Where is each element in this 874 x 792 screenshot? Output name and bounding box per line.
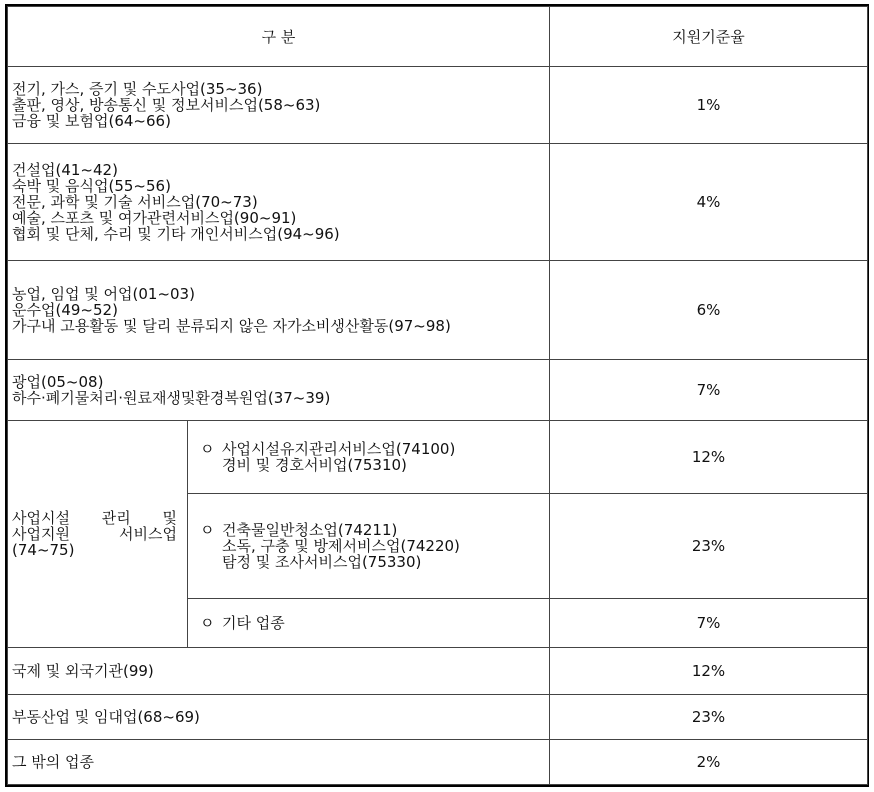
category-line: 금융 및 보험업(64~66): [12, 112, 171, 130]
subcategory-cell: [188, 494, 550, 599]
category-line: 전문, 과학 및 기술 서비스업(70~73): [12, 193, 258, 211]
category-line: 가구내 고용활동 및 달리 분류되지 않은 자가소비생산활동(97~98): [12, 317, 451, 335]
category-cell: [8, 144, 550, 261]
category-line: 농업, 임업 및 어업(01~03): [12, 285, 195, 303]
table-row: [8, 740, 868, 785]
table-row: [8, 67, 868, 144]
rate-cell: 7%: [550, 360, 868, 421]
table-row: [8, 261, 868, 360]
subcategory-line: 탐정 및 조사서비스업(75330): [222, 553, 422, 571]
table-row: [8, 421, 868, 494]
category-cell: [8, 67, 550, 144]
table-row: [8, 648, 868, 695]
category-line: 광업(05~08): [12, 373, 104, 391]
rate-cell: 4%: [550, 144, 868, 261]
subcategory-cell: [188, 421, 550, 494]
bullet-icon: ㅇ: [200, 440, 215, 458]
header-category: 구 분: [8, 7, 550, 67]
category-line: 숙박 및 음식업(55~56): [12, 177, 171, 195]
subcategory-line: 사업시설유지관리서비스업(74100): [222, 440, 456, 458]
group-label-word: 서비스업: [119, 525, 177, 543]
rate-cell: 6%: [550, 261, 868, 360]
group-label-line: [12, 510, 177, 526]
subcategory-text: [222, 522, 460, 570]
category-line: 하수·폐기물처리·원료재생및환경복원업(37~39): [12, 389, 331, 407]
category-cell: [8, 360, 550, 421]
group-label-line: (74~75): [12, 541, 75, 559]
group-label-word: 및: [162, 509, 177, 527]
category-cell: 부동산업 및 임대업(68~69): [8, 695, 550, 740]
bullet-icon: ㅇ: [200, 614, 215, 632]
subcategory-cell: [188, 599, 550, 648]
table-row: [8, 360, 868, 421]
category-line: 예술, 스포츠 및 여가관련서비스업(90~91): [12, 209, 297, 227]
rate-cell: 2%: [550, 740, 868, 785]
subcategory-line: 건축물일반청소업(74211): [222, 521, 398, 539]
category-cell: [8, 261, 550, 360]
group-label-word: 사업시설: [12, 509, 70, 527]
category-line: 운수업(49~52): [12, 301, 118, 319]
header-rate: 지원기준율: [550, 7, 868, 67]
group-label-word: 사업지원: [12, 525, 70, 543]
category-line: 출판, 영상, 방송통신 및 정보서비스업(58~63): [12, 96, 321, 114]
table-row: [8, 144, 868, 261]
support-rate-table: [7, 6, 868, 785]
rate-cell: 1%: [550, 67, 868, 144]
rate-cell: 23%: [550, 494, 868, 599]
bullet-icon: ㅇ: [200, 521, 215, 539]
category-cell: 국제 및 외국기관(99): [8, 648, 550, 695]
category-line: 협회 및 단체, 수리 및 기타 개인서비스업(94~96): [12, 225, 340, 243]
group-label-word: 관리: [101, 509, 131, 527]
rate-cell: 7%: [550, 599, 868, 648]
category-cell: 그 밖의 업종: [8, 740, 550, 785]
group-category-cell: [8, 421, 188, 648]
subcategory-line: 기타 업종: [222, 614, 285, 632]
category-line: 전기, 가스, 증기 및 수도사업(35~36): [12, 80, 263, 98]
category-line: 건설업(41~42): [12, 161, 118, 179]
rate-cell: 12%: [550, 421, 868, 494]
header-row: [8, 7, 868, 67]
rate-cell: 23%: [550, 695, 868, 740]
subcategory-line: 경비 및 경호서비업(75310): [222, 456, 407, 474]
group-label-line: [12, 526, 177, 542]
support-rate-table-frame: [5, 4, 869, 787]
table-row: [8, 695, 868, 740]
subcategory-text: [222, 441, 455, 473]
subcategory-line: 소독, 구충 및 방제서비스업(74220): [222, 537, 460, 555]
rate-cell: 12%: [550, 648, 868, 695]
subcategory-text: [222, 615, 285, 631]
